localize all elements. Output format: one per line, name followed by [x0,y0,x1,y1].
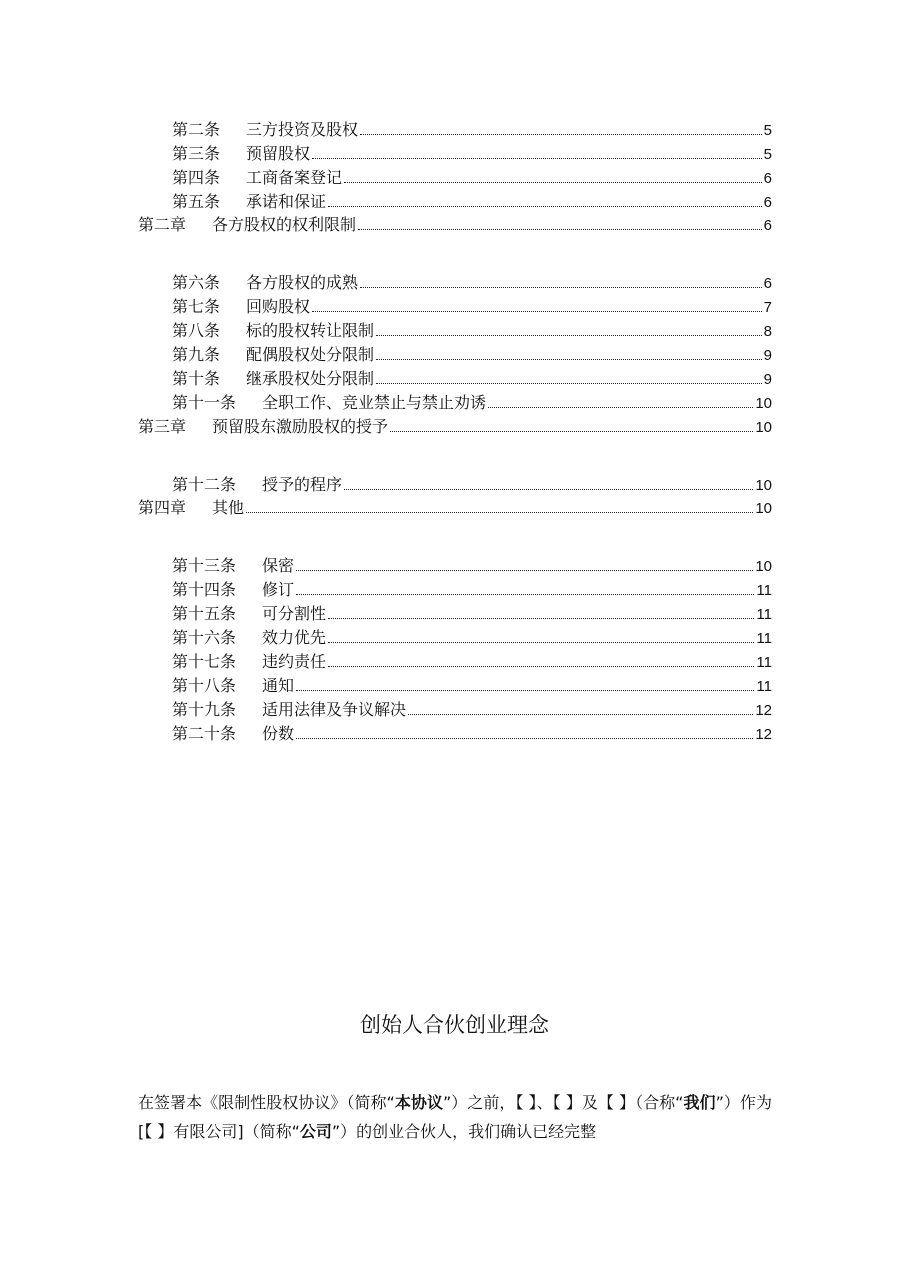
toc-entry[interactable] [172,321,772,342]
toc-entry-page: 10 [755,395,772,412]
toc-dot-leader [328,618,754,619]
toc-entry-page: 11 [756,582,772,599]
toc-entry[interactable] [138,215,772,236]
toc-entry-number: 第三条 [172,144,221,163]
toc-entry-number: 第十九条 [172,700,237,719]
defined-term: 本协议 [394,1093,443,1112]
toc-dot-leader [344,489,753,490]
toc-entry-page: 8 [763,323,772,340]
toc-entry-title: 工商备案登记 [246,168,343,187]
toc-entry-title: 份数 [262,724,295,743]
toc-entry-page: 5 [763,122,772,139]
defined-term: 我们 [683,1093,716,1112]
toc-entry[interactable] [172,144,772,165]
toc-entry-title: 承诺和保证 [246,192,327,211]
toc-entry-page: 11 [756,678,772,695]
toc-entry-page: 10 [755,419,772,436]
toc-entry-title: 继承股权处分限制 [246,369,375,388]
toc-entry-title: 修订 [262,580,295,599]
toc-entry-title: 通知 [262,676,295,695]
toc-entry[interactable] [172,192,772,213]
toc-entry-page: 10 [755,477,772,494]
toc-entry-number: 第五条 [172,192,221,211]
toc-dot-leader [296,738,753,739]
toc-dot-leader [390,431,753,432]
toc-dot-leader [376,383,762,384]
toc-entry[interactable] [172,700,772,721]
toc-entry-page: 11 [756,606,772,623]
toc-dot-leader [376,359,762,360]
toc-entry-page: 6 [763,217,772,234]
toc-entry-page: 5 [763,146,772,163]
toc-entry-number: 第三章 [138,417,187,436]
toc-dot-leader [360,134,762,135]
toc-entry[interactable] [172,273,772,294]
toc-entry-page: 10 [755,558,772,575]
toc-entry[interactable] [138,417,772,438]
toc-entry[interactable] [172,120,772,141]
toc-dot-leader [296,570,753,571]
toc-entry[interactable] [172,168,772,189]
toc-entry-page: 11 [756,654,772,671]
toc-entry-page: 7 [763,299,772,316]
toc-entry-number: 第十六条 [172,628,237,647]
toc-entry-number: 第十七条 [172,652,237,671]
toc-entry-number: 第十四条 [172,580,237,599]
toc-entry[interactable] [172,628,772,649]
toc-entry-number: 第七条 [172,297,221,316]
toc-entry-page: 12 [755,726,772,743]
toc-entry-number: 第四章 [138,498,187,517]
toc-entry-page: 12 [755,702,772,719]
toc-entry-page: 6 [763,275,772,292]
toc-entry-title: 回购股权 [246,297,311,316]
toc-dot-leader [488,407,753,408]
defined-term: 公司 [299,1122,332,1141]
toc-entry-page: 11 [756,630,772,647]
toc-dot-leader [358,229,762,230]
toc-dot-leader [344,182,762,183]
toc-dot-leader [328,642,754,643]
toc-entry[interactable] [172,580,772,601]
toc-dot-leader [360,287,762,288]
body-text-run: ”）的创业合伙人，我们确认已经完整 [331,1122,597,1141]
toc-dot-leader [246,512,753,513]
toc-dot-leader [408,714,753,715]
toc-entry-number: 第十八条 [172,676,237,695]
toc-entry-title: 适用法律及争议解决 [262,700,407,719]
toc-entry-number: 第十三条 [172,556,237,575]
toc-entry-title: 授予的程序 [262,475,343,494]
toc-entry[interactable] [172,676,772,697]
toc-entry-title: 配偶股权处分限制 [246,345,375,364]
toc-entry-number: 第十二条 [172,475,237,494]
body-text-run: 在签署本《限制性股权协议》（简称“ [138,1093,395,1112]
toc-entry-page: 6 [763,194,772,211]
toc-entry-title: 违约责任 [262,652,327,671]
toc-dot-leader [312,311,762,312]
body-text-run: ”）作为[【 】有限公司]（简称“ [138,1093,772,1141]
toc-entry-title: 各方股权的成熟 [246,273,359,292]
toc-entry[interactable] [172,604,772,625]
toc-entry-title: 各方股权的权利限制 [212,215,357,234]
toc-entry-number: 第十一条 [172,393,237,412]
toc-entry-title: 效力优先 [262,628,327,647]
toc-entry-title: 标的股权转让限制 [246,321,375,340]
toc-entry[interactable] [172,297,772,318]
toc-entry-number: 第十五条 [172,604,237,623]
toc-entry-title: 预留股权 [246,144,311,163]
toc-entry-number: 第六条 [172,273,221,292]
toc-dot-leader [328,206,762,207]
toc-entry-number: 第二十条 [172,724,237,743]
toc-entry-title: 其他 [212,498,245,517]
body-paragraph [138,1088,772,1146]
toc-entry[interactable] [172,393,772,414]
toc-entry-title: 全职工作、竞业禁止与禁止劝诱 [262,393,487,412]
toc-dot-leader [296,690,754,691]
toc-entry[interactable] [172,556,772,577]
toc-entry-page: 10 [755,500,772,517]
toc-entry-number: 第四条 [172,168,221,187]
toc-entry[interactable] [172,475,772,496]
toc-entry-number: 第十条 [172,369,221,388]
toc-entry[interactable] [172,724,772,745]
body-text-run: ”）之前，【 】、【 】及【 】（合称“ [442,1093,684,1112]
toc-dot-leader [376,335,762,336]
toc-entry[interactable] [172,345,772,366]
toc-entry-title: 保密 [262,556,295,575]
toc-entry[interactable] [172,369,772,390]
toc-entry-number: 第八条 [172,321,221,340]
toc-entry-number: 第二章 [138,215,187,234]
toc-entry-title: 可分割性 [262,604,327,623]
toc-dot-leader [312,158,762,159]
toc-entry-page: 6 [763,170,772,187]
toc-dot-leader [328,666,754,667]
toc-entry-page: 9 [763,347,772,364]
toc-entry-page: 9 [763,371,772,388]
toc-entry-title: 三方投资及股权 [246,120,359,139]
toc-entry[interactable] [172,652,772,673]
toc-entry[interactable] [138,498,772,519]
toc-dot-leader [296,594,754,595]
toc-entry-number: 第九条 [172,345,221,364]
section-heading: 创始人合伙创业理念 [360,1013,549,1037]
toc-entry-title: 预留股东激励股权的授予 [212,417,389,436]
toc-entry-number: 第二条 [172,120,221,139]
